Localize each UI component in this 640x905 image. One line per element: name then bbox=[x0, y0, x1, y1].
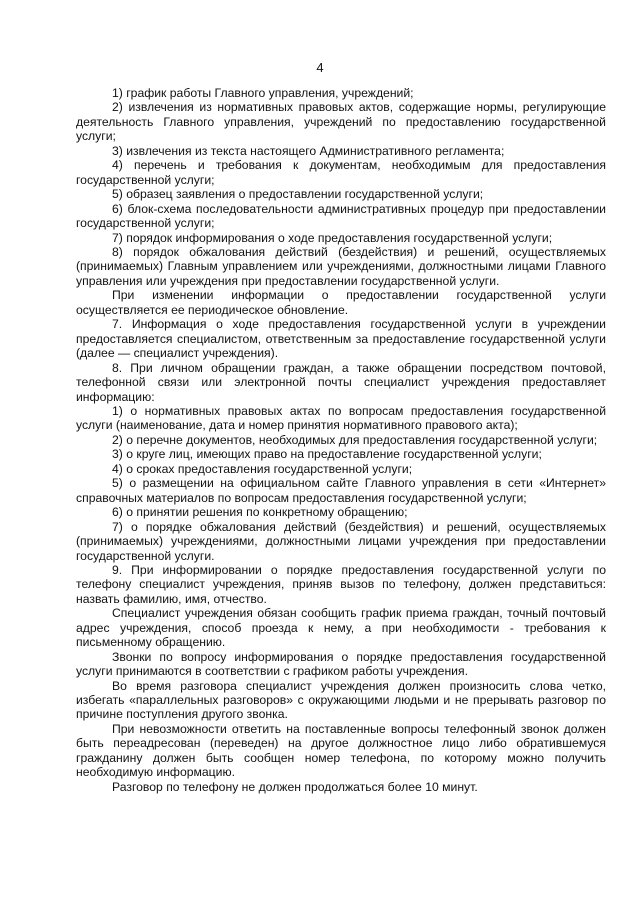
paragraph: 6) блок-схема последовательности административных процедур при предоставлении государственной услуги; bbox=[76, 201, 606, 231]
paragraph: Специалист учреждения обязан сообщить график приема граждан, точный почтовый адрес учреждения, способ проезда к нему, а при необходимости - требования к письменному обращению. bbox=[76, 606, 606, 650]
paragraph: 8) порядок обжалования действий (бездействия) и решений, осуществляемых (принимаемых) Главным управлением или учреждениями, должностными лицами Главного управления или учреждения при предоставлении государственной услуги. bbox=[76, 244, 606, 288]
paragraph: 3) извлечения из текста настоящего Административного регламента; bbox=[112, 143, 505, 158]
paragraph: 1) о нормативных правовых актах по вопросам предоставления государственной услуги (наименование, дата и номер принятия нормативного правового акта); bbox=[76, 403, 606, 433]
paragraph: 5) образец заявления о предоставлении государственной услуги; bbox=[112, 187, 484, 202]
paragraph: Звонки по вопросу информирования о порядке предоставления государственной услуги принимаются в соответствии с графиком работы учреждения. bbox=[76, 649, 606, 679]
paragraph: 4) о сроках предоставления государственной услуги; bbox=[112, 461, 413, 476]
paragraph: Разговор по телефону не должен продолжаться более 10 минут. bbox=[112, 779, 478, 794]
paragraph: 7. Информация о ходе предоставления государственной услуги в учреждении предоставляется специалистом, ответственным за предоставление государственной услуги (далее — специалист учреждения). bbox=[76, 317, 606, 361]
paragraph: Во время разговора специалист учреждения должен произносить слова четко, избегать «параллельных разговоров» с окружающими людьми и не прерывать разговор по причине поступления другого звонка. bbox=[76, 678, 606, 722]
paragraph: При невозможности ответить на поставленные вопросы телефонный звонок должен быть переадресован (переведен) на другое должностное лицо либо обратившемуся гражданину должен быть сообщен номер телефона, по которому можно получить необходимую информацию. bbox=[76, 721, 606, 780]
paragraph: 2) о перечне документов, необходимых для предоставления государственной услуги; bbox=[112, 432, 598, 447]
paragraph: 7) порядок информирования о ходе предоставления государственной услуги; bbox=[112, 230, 553, 245]
paragraph: 9. При информировании о порядке предоставления государственной услуги по телефону специалист учреждения, приняв вызов по телефону, должен представиться: назвать фамилию, имя, отчество. bbox=[76, 562, 606, 606]
paragraph: 1) график работы Главного управления, учреждений; bbox=[112, 86, 414, 100]
paragraph: 5) о размещении на официальном сайте Главного управления в сети «Интернет» справочных материалов по вопросам предоставления государственной услуги; bbox=[76, 476, 606, 505]
body-text bbox=[76, 86, 606, 794]
paragraph: 6) о принятии решения по конкретному обращению; bbox=[112, 505, 408, 520]
paragraph: 7) о порядке обжалования действий (бездействия) и решений, осуществляемых (принимаемых) учреждениями, должностными лицами учреждения при предоставлении государственной услуги. bbox=[76, 519, 606, 563]
paragraph: 4) перечень и требования к документам, необходимым для предоставления государственной услуги; bbox=[76, 158, 606, 187]
paragraph: При изменении информации о предоставлении государственной услуги осуществляется ее периодическое обновление. bbox=[76, 288, 606, 317]
page-number: 4 bbox=[316, 60, 324, 75]
paragraph: 2) извлечения из нормативных правовых актов, содержащие нормы, регулирующие деятельность Главного управления, учреждений по предоставлению государственной услуги; bbox=[76, 100, 606, 144]
paragraph: 3) о круге лиц, имеющих право на предоставление государственной услуги; bbox=[112, 447, 542, 462]
paragraph: 8. При личном обращении граждан, а также обращении посредством почтовой, телефонной связи или электронной почты специалист учреждения предоставляет информацию: bbox=[76, 360, 606, 404]
